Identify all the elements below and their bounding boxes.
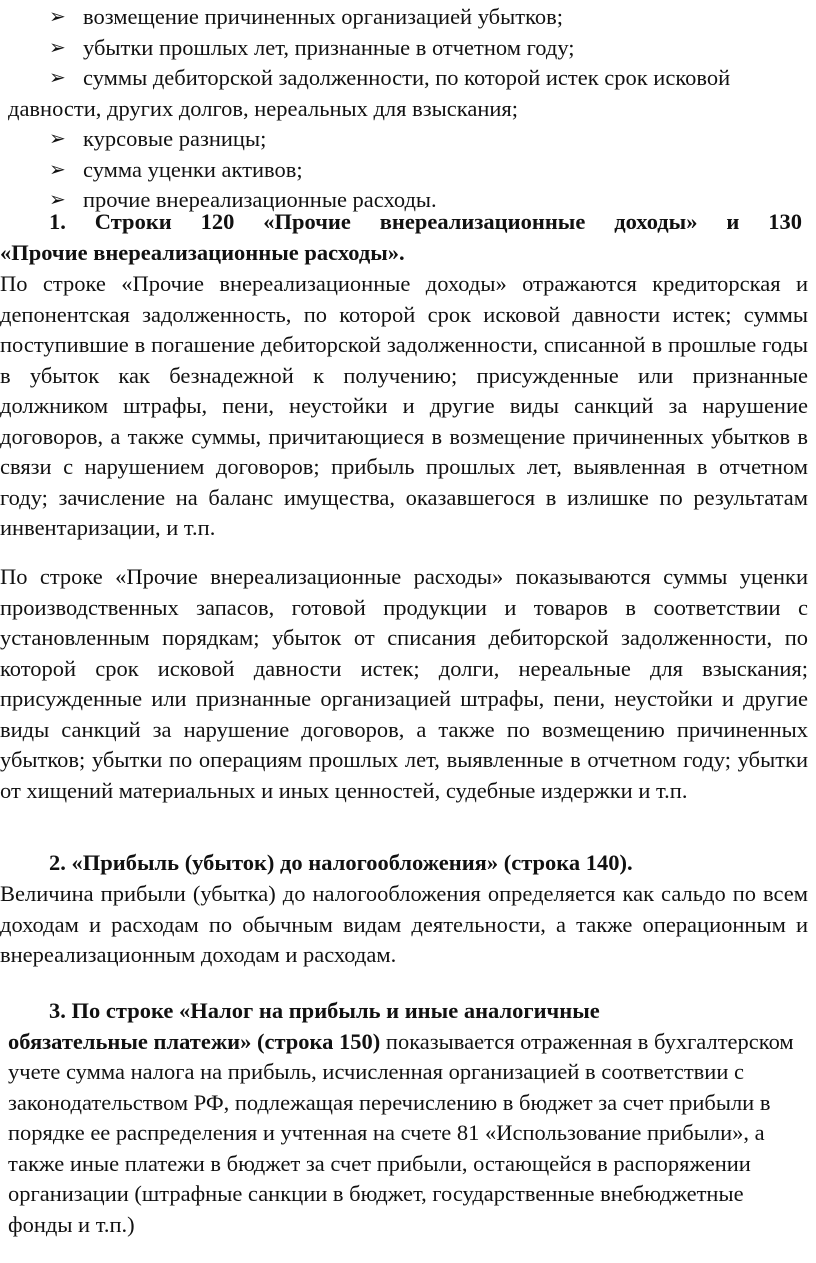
list-item: ➢ сумма уценки активов; [0,155,812,186]
section-3-heading: 3. По строке «Налог на прибыль и иные аналогичные [49,998,600,1023]
list-item: ➢ возмещение причиненных организацией убытков; [0,2,812,33]
paragraph-expenses: По строке «Прочие внереализационные расходы» показываются суммы уценки производственных запасов, готовой продукции и товаров в соответствии с установленным порядкам; убыток от списания дебиторской задолженности, по которой срок исковой давности истек; долги, нереальные для взыскания; присужденные или признанные организацией штрафы, пени, неустойки и другие виды санкций за нарушение договоров, а также по возмещению причиненных убытков; убытки по операциям прошлых лет, выявленные в отчетном году; убытки от хищений материальных и иных ценностей, судебные издержки и т.п. [0,564,808,803]
list-item: ➢ убытки прошлых лет, признанные в отчетном году; [0,33,812,64]
paragraph-tax: обязательные платежи» (строка 150) показывается отраженная в бухгалтерском учете сумма налога на прибыль, исчисленная организацией в соответствии с законодательством РФ, подлежащая перечислению в бюджет за счет прибыли в порядке ее распределения и учтенная на счете 81 «Использование прибыли», а также иные платежи в бюджет за счет прибыли, остающейся в распоряжении организации (штрафные санкции в бюджет, государственные внебюджетные фонды и т.п.) [8,1028,794,1237]
list-item: ➢ прочие внереализационные расходы. [0,185,812,216]
list-item: ➢ курсовые разницы; [0,124,812,155]
arrow-bullet-icon: ➢ [49,36,66,59]
arrow-bullet-icon: ➢ [49,189,66,211]
section-2-heading: 2. «Прибыль (убыток) до налогообложения» (строка 140). [49,850,633,875]
bullet-list [0,2,812,216]
list-item: ➢ суммы дебиторской задолженности, по которой истек срок исковой давности, других долгов, нереальных для взыскания; [8,65,731,121]
section-3 [8,996,808,1240]
arrow-bullet-icon: ➢ [49,6,66,28]
arrow-bullet-icon: ➢ [49,128,66,150]
paragraph-income: По строке «Прочие внереализационные доходы» отражаются кредиторская и депонентская задолженность, по которой срок исковой давности истек; суммы поступившие в погашение дебиторской задолженности, списанной в прошлые годы в убыток как безнадежной к получению; присужденные или признанные должником штрафы, пени, неустойки и другие виды санкций за нарушение договоров, а также суммы, причитающиеся в возмещение причиненных убытков в связи с нарушением договоров; прибыль прошлых лет, выявленная в отчетном году; зачисление на баланс имущества, оказавшегося в излишке по результатам инвентаризации, и т.п. [0,271,808,540]
paragraph-profit: Величина прибыли (убытка) до налогообложения определяется как сальдо по всем доходам и расходам по обычным видам деятельности, а также операционным и внереализационным доходам и расходам. [0,881,808,967]
arrow-bullet-icon: ➢ [49,67,66,89]
section-1-heading: 1. Строки 120 «Прочие внереализационные доходы» и 130 «Прочие внереализационные расходы». [0,209,802,265]
arrow-bullet-icon: ➢ [49,158,66,181]
